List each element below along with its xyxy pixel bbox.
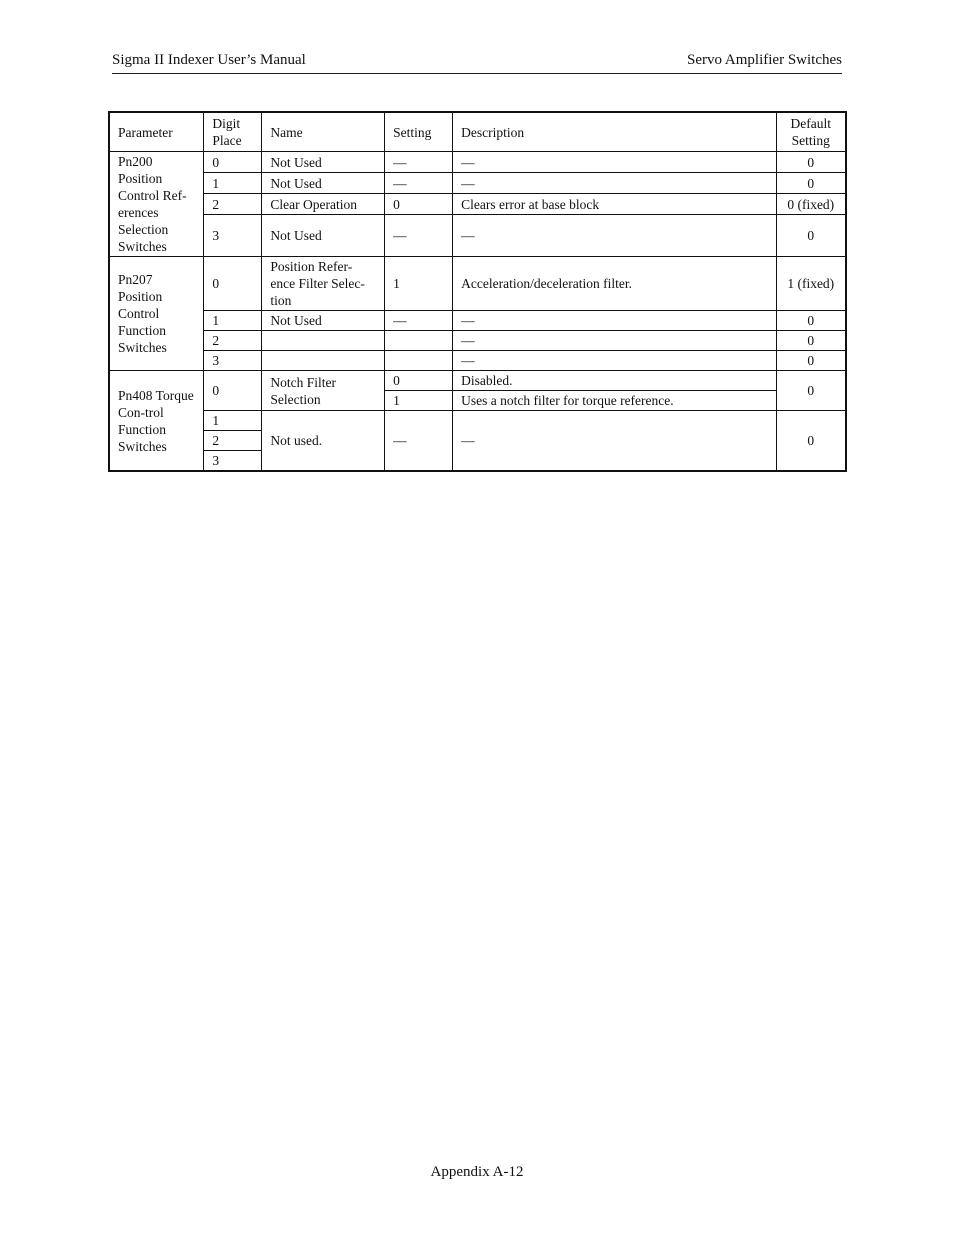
default-cell: 0	[776, 331, 846, 351]
setting-cell: —	[385, 215, 453, 257]
name-cell: Position Refer-ence Filter Selec-tion	[262, 257, 385, 311]
header-manual-title: Sigma II Indexer User’s Manual	[112, 52, 306, 68]
name-cell: Not Used	[262, 215, 385, 257]
digit-cell: 3	[204, 451, 262, 472]
name-cell	[262, 331, 385, 351]
column-header-parameter: Parameter	[109, 112, 204, 152]
page-footer: Appendix A-12	[430, 1164, 524, 1180]
setting-cell: 0	[385, 194, 453, 215]
table-row	[109, 411, 846, 431]
table-row	[109, 311, 846, 331]
setting-cell	[385, 351, 453, 371]
setting-cell: 1	[385, 391, 453, 411]
name-cell: Clear Operation	[262, 194, 385, 215]
description-cell: —	[453, 411, 776, 472]
column-header-description: Description	[453, 112, 776, 152]
description-cell: —	[453, 311, 776, 331]
name-cell: Not Used	[262, 311, 385, 331]
description-cell: —	[453, 351, 776, 371]
default-cell: 0	[776, 215, 846, 257]
setting-cell	[385, 331, 453, 351]
description-cell: Clears error at base block	[453, 194, 776, 215]
column-header-name: Name	[262, 112, 385, 152]
digit-cell: 1	[204, 173, 262, 194]
digit-cell: 0	[204, 152, 262, 173]
setting-cell: —	[385, 311, 453, 331]
header-rule	[112, 73, 842, 74]
table-row	[109, 351, 846, 371]
setting-cell: —	[385, 152, 453, 173]
digit-cell: 0	[204, 371, 262, 411]
setting-cell: —	[385, 173, 453, 194]
name-cell: Not used.	[262, 411, 385, 472]
table-row	[109, 331, 846, 351]
digit-cell: 2	[204, 331, 262, 351]
parameter-table	[108, 111, 847, 472]
description-cell: —	[453, 331, 776, 351]
column-header-digit-place: Digit Place	[204, 112, 262, 152]
description-cell: Uses a notch filter for torque reference.	[453, 391, 776, 411]
default-cell: 0	[776, 173, 846, 194]
description-cell: —	[453, 173, 776, 194]
name-cell	[262, 351, 385, 371]
digit-cell: 3	[204, 351, 262, 371]
column-header-default-setting: Default Setting	[776, 112, 846, 152]
digit-cell: 0	[204, 257, 262, 311]
table-row	[109, 371, 846, 391]
default-cell: 0	[776, 311, 846, 331]
table-row	[109, 173, 846, 194]
name-cell: Not Used	[262, 152, 385, 173]
default-cell: 0	[776, 371, 846, 411]
header-section-title: Servo Amplifier Switches	[687, 52, 842, 68]
table-row	[109, 194, 846, 215]
setting-cell: —	[385, 411, 453, 472]
default-cell: 1 (fixed)	[776, 257, 846, 311]
setting-cell: 0	[385, 371, 453, 391]
default-cell: 0	[776, 152, 846, 173]
digit-cell: 1	[204, 311, 262, 331]
digit-cell: 1	[204, 411, 262, 431]
default-cell: 0	[776, 411, 846, 472]
table-header-row	[109, 112, 846, 152]
parameter-cell: Pn207 Position Control Function Switches	[109, 257, 204, 371]
table-row	[109, 257, 846, 311]
description-cell: —	[453, 215, 776, 257]
digit-cell: 3	[204, 215, 262, 257]
setting-cell: 1	[385, 257, 453, 311]
parameter-cell: Pn200 Position Control Ref-erences Selection Switches	[109, 152, 204, 257]
table-row	[109, 152, 846, 173]
parameter-cell: Pn408 Torque Con-trol Function Switches	[109, 371, 204, 472]
digit-cell: 2	[204, 431, 262, 451]
description-cell: Acceleration/deceleration filter.	[453, 257, 776, 311]
column-header-setting: Setting	[385, 112, 453, 152]
description-cell: Disabled.	[453, 371, 776, 391]
default-cell: 0	[776, 351, 846, 371]
digit-cell: 2	[204, 194, 262, 215]
default-cell: 0 (fixed)	[776, 194, 846, 215]
table-row	[109, 215, 846, 257]
description-cell: —	[453, 152, 776, 173]
name-cell: Notch Filter Selection	[262, 371, 385, 411]
name-cell: Not Used	[262, 173, 385, 194]
